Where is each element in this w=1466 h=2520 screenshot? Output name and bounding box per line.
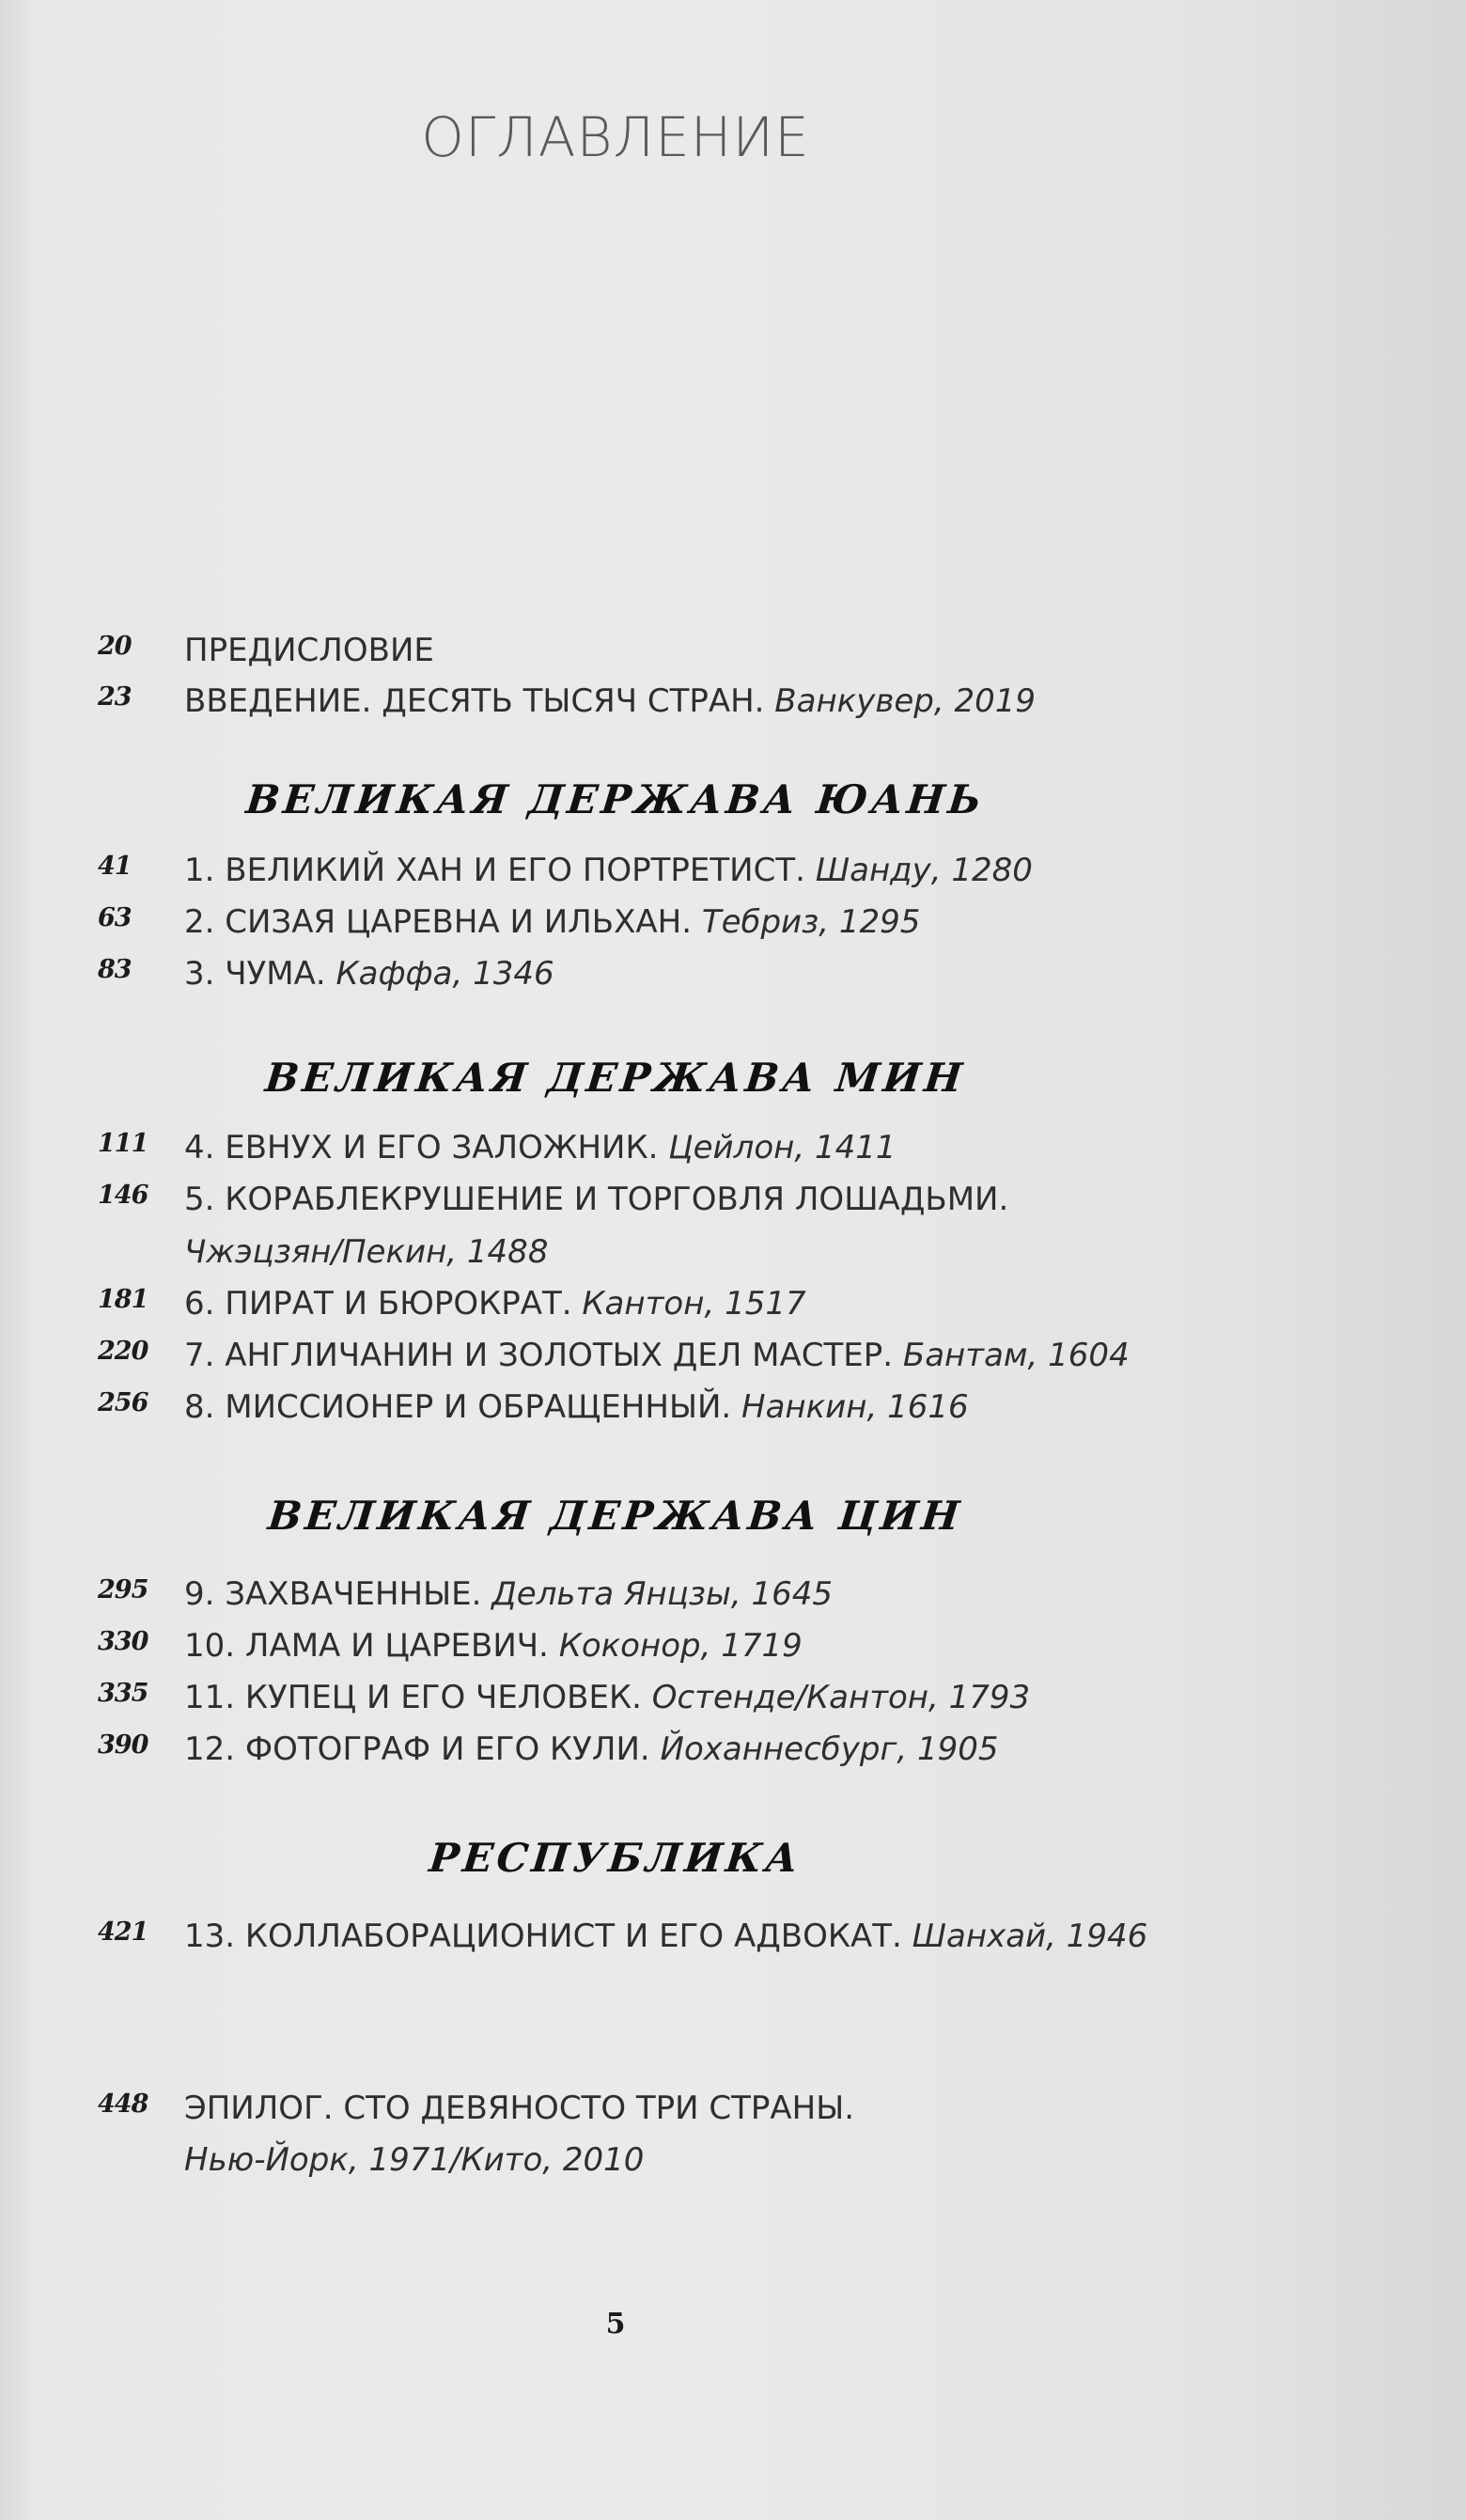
handwritten-page-number: 390 bbox=[98, 1730, 148, 1760]
section-heading-republic: РЕСПУБЛИКА bbox=[427, 1835, 804, 1881]
toc-entry bbox=[0, 1388, 1316, 1439]
entry-title: 3. ЧУМА. Каффа, 1346 bbox=[184, 955, 554, 993]
toc-entry-preface bbox=[0, 632, 1316, 682]
entry-place: Тебриз, 1295 bbox=[701, 903, 921, 941]
toc-entry bbox=[0, 1181, 1316, 1231]
toc-entry-introduction bbox=[0, 682, 1316, 733]
handwritten-page-number: 421 bbox=[98, 1917, 148, 1947]
handwritten-page-number: 181 bbox=[98, 1285, 148, 1314]
entry-place: Шанду, 1280 bbox=[815, 852, 1033, 889]
handwritten-page-number: 448 bbox=[98, 2090, 148, 2119]
toc-entry bbox=[0, 1730, 1316, 1781]
entry-place: Цейлон, 1411 bbox=[668, 1129, 897, 1166]
entry-title: ПРЕДИСЛОВИЕ bbox=[184, 632, 434, 669]
toc-entry-epilogue bbox=[0, 2090, 1316, 2140]
section-heading-qing: ВЕЛИКАЯ ДЕРЖАВА ЦИН bbox=[265, 1493, 966, 1539]
handwritten-page-number: 256 bbox=[98, 1388, 148, 1417]
entry-place: Коконор, 1719 bbox=[558, 1627, 803, 1665]
entry-title: 5. КОРАБЛЕКРУШЕНИЕ И ТОРГОВЛЯ ЛОШАДЬМИ. bbox=[184, 1181, 1009, 1218]
toc-entry bbox=[0, 1285, 1316, 1336]
entry-title: ВВЕДЕНИЕ. ДЕСЯТЬ ТЫСЯЧ СТРАН. Ванкувер, 2019 bbox=[184, 682, 1037, 720]
entry-title: 1. ВЕЛИКИЙ ХАН И ЕГО ПОРТРЕТИСТ. Шанду, 1280 bbox=[184, 852, 1033, 889]
handwritten-page-number: 63 bbox=[98, 903, 132, 932]
entry-place: Дельта Янцзы, 1645 bbox=[491, 1575, 833, 1613]
entry-place: Каффа, 1346 bbox=[335, 955, 554, 993]
handwritten-page-number: 220 bbox=[98, 1337, 148, 1366]
handwritten-page-number: 23 bbox=[98, 682, 132, 712]
entry-title: 9. ЗАХВАЧЕННЫЕ. Дельта Янцзы, 1645 bbox=[184, 1575, 833, 1613]
entry-place: Бантам, 1604 bbox=[902, 1337, 1130, 1374]
toc-entry bbox=[0, 955, 1316, 1006]
toc-entry bbox=[0, 1917, 1316, 1968]
entry-title: 7. АНГЛИЧАНИН И ЗОЛОТЫХ ДЕЛ МАСТЕР. Бантам, 1604 bbox=[184, 1337, 1130, 1374]
entry-title: 6. ПИРАТ И БЮРОКРАТ. Кантон, 1517 bbox=[184, 1285, 806, 1323]
handwritten-page-number: 295 bbox=[98, 1575, 148, 1604]
handwritten-page-number: 83 bbox=[98, 955, 132, 984]
entry-place: Йоханнесбург, 1905 bbox=[660, 1730, 999, 1768]
toc-entry bbox=[0, 1575, 1316, 1626]
entry-title: 10. ЛАМА И ЦАРЕВИЧ. Коконор, 1719 bbox=[184, 1627, 803, 1665]
entry-place: Нанкин, 1616 bbox=[741, 1388, 969, 1426]
handwritten-page-number: 41 bbox=[98, 852, 132, 881]
entry-title: 4. ЕВНУХ И ЕГО ЗАЛОЖНИК. Цейлон, 1411 bbox=[184, 1129, 897, 1166]
entry-title: 13. КОЛЛАБОРАЦИОНИСТ И ЕГО АДВОКАТ. Шанхай, 1946 bbox=[184, 1917, 1148, 1955]
page-number: 5 bbox=[605, 2308, 626, 2340]
toc-entry bbox=[0, 1627, 1316, 1678]
toc-entry bbox=[0, 1129, 1316, 1180]
toc-entry bbox=[0, 1337, 1316, 1387]
handwritten-page-number: 330 bbox=[98, 1627, 148, 1656]
section-heading-yuan: ВЕЛИКАЯ ДЕРЖАВА ЮАНЬ bbox=[243, 776, 988, 822]
entry-title: 8. МИССИОНЕР И ОБРАЩЕННЫЙ. Нанкин, 1616 bbox=[184, 1388, 969, 1426]
entry-title: ЭПИЛОГ. СТО ДЕВЯНОСТО ТРИ СТРАНЫ. bbox=[184, 2090, 855, 2127]
entry-place-continuation: Чжэцзян/Пекин, 1488 bbox=[184, 1233, 549, 1271]
entry-title: 12. ФОТОГРАФ И ЕГО КУЛИ. Йоханнесбург, 1905 bbox=[184, 1730, 999, 1768]
entry-place: Ванкувер, 2019 bbox=[774, 682, 1037, 720]
toc-entry bbox=[0, 903, 1316, 954]
handwritten-page-number: 111 bbox=[98, 1129, 148, 1158]
entry-place: Остенде/Кантон, 1793 bbox=[651, 1679, 1031, 1716]
toc-entry bbox=[0, 852, 1316, 902]
entry-place: Шанхай, 1946 bbox=[912, 1917, 1148, 1955]
toc-entry bbox=[0, 1679, 1316, 1730]
entry-place-continuation: Нью-Йорк, 1971/Кито, 2010 bbox=[184, 2141, 645, 2179]
page-title: ОГЛАВЛЕНИЕ bbox=[421, 105, 810, 169]
entry-place: Кантон, 1517 bbox=[582, 1285, 806, 1323]
section-heading-ming: ВЕЛИКАЯ ДЕРЖАВА МИН bbox=[263, 1055, 968, 1101]
entry-title: 2. СИЗАЯ ЦАРЕВНА И ИЛЬХАН. Тебриз, 1295 bbox=[184, 903, 921, 941]
handwritten-page-number: 335 bbox=[98, 1679, 148, 1708]
handwritten-page-number: 20 bbox=[98, 632, 132, 661]
entry-title: 11. КУПЕЦ И ЕГО ЧЕЛОВЕК. Остенде/Кантон, 1793 bbox=[184, 1679, 1031, 1716]
handwritten-page-number: 146 bbox=[98, 1181, 148, 1210]
